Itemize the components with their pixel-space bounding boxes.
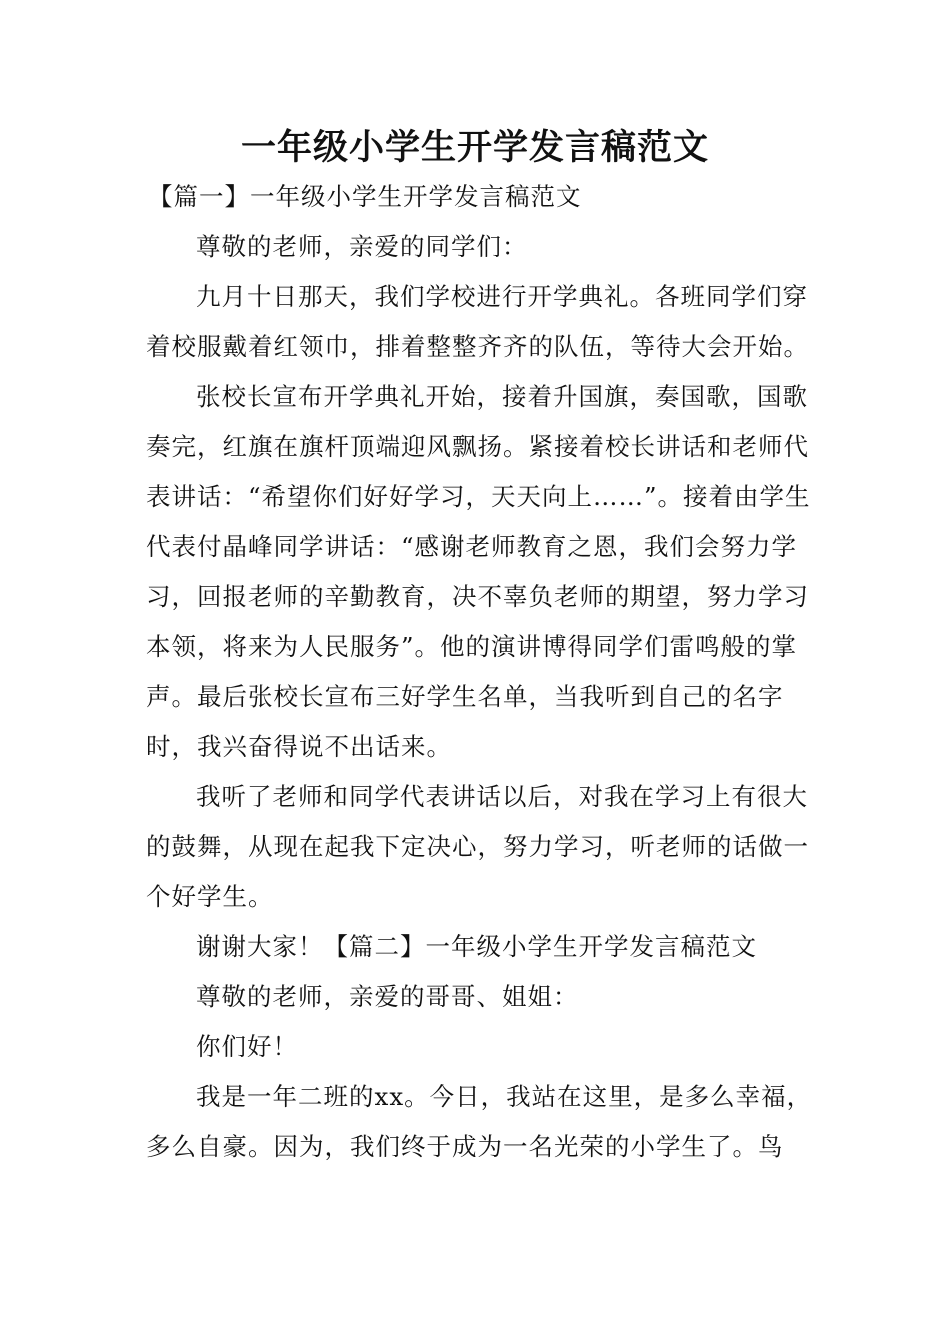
salutation: 尊敬的老师，亲爱的哥哥、姐姐：	[196, 982, 579, 1011]
paragraph: 张校长宣布开学典礼开始，接着升国旗，奏国歌，国歌奏完，红旗在旗杆顶端迎风飘扬。紧接着校长讲话和老师代表讲话：“希望你们好好学习，天天向上……”。接着由学生代表付晶峰同学讲话：“感谢老师教育之恩，我们会努力学习，回报老师的辛勤教育，决不辜负老师的期望，努力学习本领，将来为人民服务”。他的演讲博得同学们雷鸣般的掌声。最后张校长宣布三好学生名单，当我听到自己的名字时，我兴奋得说不出话来。	[146, 382, 811, 761]
paragraph: 九月十日那天，我们学校进行开学典礼。各班同学们穿着校服戴着红领巾，排着整整齐齐的队伍，等待大会开始。	[146, 282, 809, 361]
greeting: 你们好！	[196, 1032, 298, 1061]
section-heading: 【篇一】一年级小学生开学发言稿范文	[148, 182, 582, 211]
paragraph: 我听了老师和同学代表讲话以后，对我在学习上有很大的鼓舞，从现在起我下定决心，努力学习，听老师的话做一个好学生。	[146, 782, 809, 911]
paragraph: 谢谢大家！【篇二】一年级小学生开学发言稿范文	[196, 932, 757, 961]
paragraph: 我是一年二班的xx。今日，我站在这里，是多么幸福，多么自豪。因为，我们终于成为一名光荣的小学生了。鸟	[146, 1082, 813, 1161]
salutation: 尊敬的老师，亲爱的同学们：	[196, 232, 528, 261]
document-body	[146, 172, 816, 1172]
document-title: 一年级小学生开学发言稿范文	[240, 128, 709, 168]
